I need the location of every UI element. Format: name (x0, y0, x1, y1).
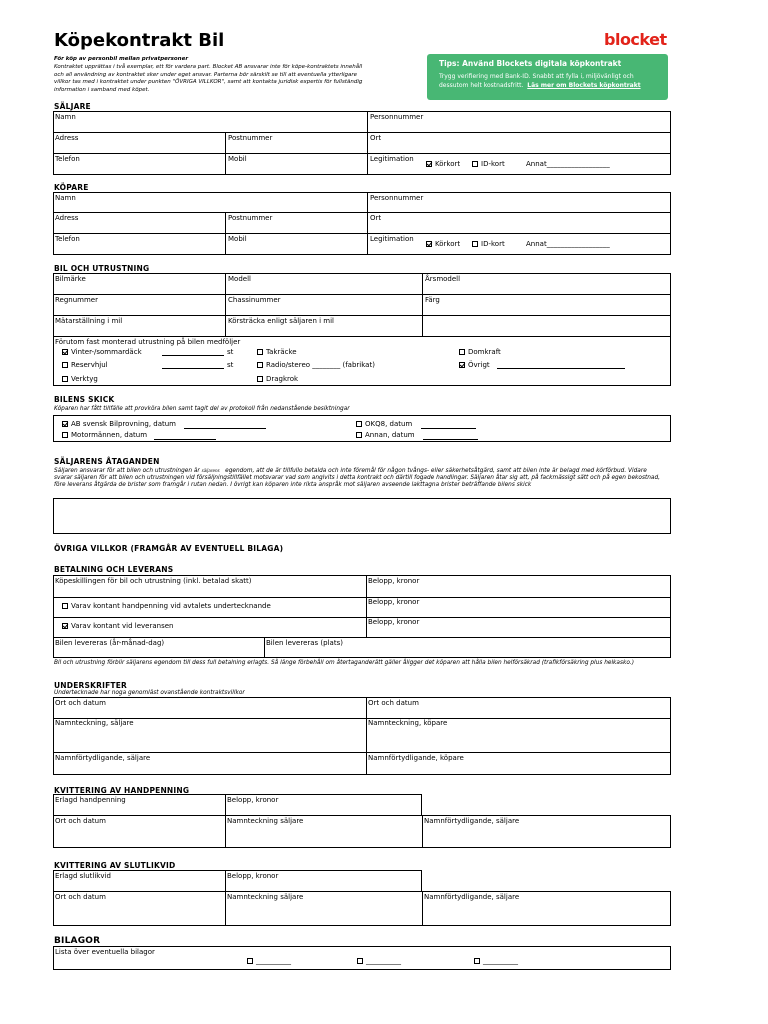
final-paid-label[interactable]: Erlagd slutlikvid (55, 872, 111, 880)
seller-mobile-label[interactable]: Mobil (228, 155, 247, 163)
delivery-date-label[interactable]: Bilen levereras (år-månad-dag) (55, 639, 165, 647)
tow-hook-option[interactable] (257, 375, 298, 383)
seller-signature-label[interactable]: Namnteckning, säljare (55, 719, 134, 727)
seller-idkort-label: ID-kort (481, 160, 505, 168)
deposit-receipt-amount-label[interactable]: Belopp, kronor (227, 796, 279, 804)
car-reg-label[interactable]: Regnummer (55, 296, 98, 304)
final-receipt-bottom (53, 891, 671, 926)
deposit-receipt-heading: KVITTERING AV HANDPENNING (54, 786, 190, 795)
tips-body: Trygg verifiering med Bank-ID. Snabbt att fylla i, miljövänligt och dessutom helt kostnadsfritt. (439, 73, 634, 89)
obligations-text-b: säljarens (201, 468, 220, 473)
tips-text (439, 72, 664, 90)
obligations-text (54, 467, 666, 489)
buyer-zip-label[interactable]: Postnummer (228, 214, 273, 222)
attachment-3-field[interactable]: __________ (483, 957, 518, 965)
blocket-logo: blocket (604, 30, 667, 49)
jack-label: Domkraft (468, 348, 501, 356)
seller-korkort-label: Körkort (435, 160, 461, 168)
signatures-note: Undertecknade har noga genomläst ovanstående kontraktsvillkor (54, 690, 245, 696)
spare-wheel-label: Reservhjul (71, 361, 108, 369)
car-model-label[interactable]: Modell (228, 275, 251, 283)
checkbox-checked-icon[interactable] (426, 241, 432, 247)
winter-count-field[interactable] (162, 355, 224, 356)
cash-amount-label[interactable]: Belopp, kronor (368, 618, 420, 626)
checkbox-checked-icon[interactable] (459, 362, 465, 368)
checkbox-icon[interactable] (257, 376, 263, 382)
cash-option[interactable] (62, 622, 173, 630)
cash-label: Varav kontant vid leveransen (71, 622, 174, 630)
attachment-1-field[interactable]: __________ (256, 957, 291, 965)
inspection-motor-label: Motormännen, datum (71, 431, 148, 439)
deposit-receipt-clar-label[interactable]: Namnförtydligande, säljare (424, 817, 520, 825)
payment-heading: BETALNING OCH LEVERANS (54, 565, 174, 574)
buyer-annat-field[interactable]: Annat__________________ (526, 240, 610, 248)
delivery-place-label[interactable]: Bilen levereras (plats) (266, 639, 343, 647)
deposit-option[interactable] (62, 602, 271, 610)
checkbox-icon[interactable] (257, 349, 263, 355)
buyer-address-label[interactable]: Adress (55, 214, 79, 222)
checkbox-icon[interactable] (247, 958, 253, 964)
checkbox-icon[interactable] (62, 432, 68, 438)
subtitle: För köp av personbil mellan privatpersoner (54, 56, 189, 62)
attachment-1[interactable] (247, 957, 291, 965)
tips-banner (427, 54, 668, 100)
checkbox-icon[interactable] (459, 349, 465, 355)
checkbox-icon[interactable] (62, 603, 68, 609)
price-amount-label[interactable]: Belopp, kronor (368, 577, 420, 585)
jack-option[interactable] (459, 348, 501, 356)
seller-korkort-option[interactable] (426, 160, 460, 168)
attachment-2[interactable] (357, 957, 401, 965)
car-color-label[interactable]: Färg (425, 296, 440, 304)
tow-hook-label: Dragkrok (266, 375, 299, 383)
checkbox-icon[interactable] (356, 432, 362, 438)
inspection-okq8-date-field[interactable] (421, 428, 476, 429)
deposit-label: Varav kontant handpenning vid avtalets undertecknande (71, 602, 271, 610)
page-title: Köpekontrakt Bil (54, 30, 225, 51)
checkbox-checked-icon[interactable] (62, 421, 68, 427)
seller-box (53, 111, 671, 175)
tools-label: Verktyg (71, 375, 98, 383)
buyer-city-label[interactable]: Ort (370, 214, 382, 222)
intro-text: Kontraktet upprättas i två exemplar, ett för vardera part. Blocket AB ansvarar inte för köpe-kontraktets innehåll och all användning av kontraktet sker under eget ansvar. Parterna bör särskilt se till att eventuella ytterligare villkor tas med i kontraktet under punkten "ÖVRIGA VILLKOR", samt att kontakta juridisk expertis för fullständig information i samband med köpet. (54, 64, 363, 93)
car-box (53, 273, 671, 386)
tools-option[interactable] (62, 375, 98, 383)
buyer-korkort-label: Körkort (435, 240, 461, 248)
winter-tires-label: Vinter-/sommardäck (71, 348, 142, 356)
deposit-receipt-bottom (53, 815, 671, 848)
roof-rack-label: Takräcke (266, 348, 297, 356)
buyer-box (53, 192, 671, 255)
seller-heading: SÄLJARE (54, 102, 91, 111)
inspection-ab-label: AB svensk Bilprovning, datum (71, 420, 177, 428)
checkbox-checked-icon[interactable] (62, 349, 68, 355)
checkbox-icon[interactable] (356, 421, 362, 427)
car-year-label[interactable]: Årsmodell (425, 275, 461, 283)
buyer-idkort-label: ID-kort (481, 240, 505, 248)
buyer-heading: KÖPARE (54, 183, 89, 192)
buyer-korkort-option[interactable] (426, 240, 460, 248)
buyer-signature-label[interactable]: Namnteckning, köpare (368, 719, 448, 727)
payment-box (53, 575, 671, 658)
checkbox-icon[interactable] (357, 958, 363, 964)
inspection-other-date-field[interactable] (423, 439, 478, 440)
tips-heading: Tips: Använd Blockets digitala köpkontrakt (439, 59, 622, 68)
obligations-text-c: egendom, att de är tillfullo betalda och inte föremål för någon tvångs- eller säkerhetsåtgärd, samt att bilen inte är belagd med körförbud. Vidare svarar säljaren för att bilen och utrustningen vid försäljningstillfället motsvarar vad som angivits i detta kontrakt och därtill fogade handlingar. Säljaren åtar sig att, på fackmässigt sätt och på egen bekostnad, före leverans åtgärda de brister som framgår i rutan nedan. I övrigt kan köparen inte rikta anspråk mot säljaren avseende lakttagna brister beträffande bilens skick (54, 468, 660, 488)
inspection-other-option[interactable] (356, 431, 415, 439)
car-odometer-label[interactable]: Mätarställning i mil (55, 317, 123, 325)
radio-option[interactable] (257, 361, 375, 369)
checkbox-checked-icon[interactable] (62, 623, 68, 629)
deposit-receipt-top (53, 794, 422, 816)
buyer-mobile-label[interactable]: Mobil (228, 235, 247, 243)
deposit-receipt-place-label[interactable]: Ort och datum (55, 817, 106, 825)
buyer-phone-label[interactable]: Telefon (55, 235, 80, 243)
final-receipt-top (53, 870, 422, 892)
obligations-text-a: Säljaren ansvarar för att bilen och utrustningen är (54, 468, 200, 474)
seller-address-label[interactable]: Adress (55, 134, 79, 142)
other-equipment-label: Övrigt (468, 361, 490, 369)
final-receipt-amount-label[interactable]: Belopp, kronor (227, 872, 279, 880)
spare-count-field[interactable] (162, 368, 224, 369)
checkbox-icon[interactable] (62, 376, 68, 382)
final-receipt-clar-label[interactable]: Namnförtydligande, säljare (424, 893, 520, 901)
buyer-id-label: Legitimation (370, 235, 414, 243)
checkbox-icon[interactable] (62, 362, 68, 368)
condition-note: Köparen har fått tillfälle att provköra bilen samt tagit del av protokoll från nedanstående besiktningar (54, 406, 350, 412)
condition-heading: BILENS SKICK (54, 395, 115, 404)
other-terms-heading: ÖVRIGA VILLKOR (FRAMGÅR AV EVENTUELL BILAGA) (54, 544, 284, 553)
car-chassis-label[interactable]: Chassinummer (228, 296, 281, 304)
buyer-clarification-label[interactable]: Namnförtydligande, köpare (368, 754, 464, 762)
car-equipment-label: Förutom fast monterad utrustning på bilen medföljer (55, 338, 241, 346)
seller-idkort-option[interactable] (472, 160, 505, 168)
inspection-okq8-label: OKQ8, datum (365, 420, 413, 428)
checkbox-icon[interactable] (257, 362, 263, 368)
obligations-heading: SÄLJARENS ÅTAGANDEN (54, 457, 160, 466)
inspection-other-label: Annan, datum (365, 431, 415, 439)
seller-place-date-label[interactable]: Ort och datum (55, 699, 106, 707)
inspection-ab-option[interactable] (62, 420, 176, 428)
seller-name-label[interactable]: Namn (55, 113, 76, 121)
checkbox-icon[interactable] (472, 161, 478, 167)
radio-label: Radio/stereo ________ (fabrikat) (266, 361, 375, 369)
deposit-paid-label[interactable]: Erlagd handpenning (55, 796, 126, 804)
checkbox-icon[interactable] (472, 241, 478, 247)
price-label[interactable]: Köpeskillingen för bil och utrustning (inkl. betalad skatt) (55, 577, 252, 585)
car-make-label[interactable]: Bilmärke (55, 275, 86, 283)
tips-link[interactable]: Läs mer om Blockets köpkontrakt (527, 82, 641, 89)
inspection-okq8-option[interactable] (356, 420, 412, 428)
inspection-ab-date-field[interactable] (184, 428, 266, 429)
attachments-heading: BILAGOR (54, 936, 101, 946)
condition-box (53, 415, 671, 442)
winter-tires-option[interactable] (62, 348, 142, 356)
signatures-heading: UNDERSKRIFTER (54, 681, 128, 690)
other-equipment-field[interactable] (497, 368, 625, 369)
st-unit-1: st (227, 348, 234, 356)
st-unit-2: st (227, 361, 234, 369)
buyer-pnr-label[interactable]: Personnummer (370, 194, 424, 202)
car-heading: BIL OCH UTRUSTNING (54, 264, 150, 273)
seller-phone-label[interactable]: Telefon (55, 155, 80, 163)
attachment-3[interactable] (474, 957, 518, 965)
attachments-box (53, 946, 671, 970)
other-equipment-option[interactable] (459, 361, 490, 369)
payment-note: Bil och utrustning förblir säljarens egendom till dess full betalning erlagts. Så länge förbehåll om återtaganderätt gäller åligger det köparen att hålla bilen helförsäkrad (trafikförsäkring plus helkasko.) (54, 660, 634, 666)
final-receipt-place-label[interactable]: Ort och datum (55, 893, 106, 901)
seller-clarification-label[interactable]: Namnförtydligande, säljare (55, 754, 151, 762)
buyer-place-date-label[interactable]: Ort och datum (368, 699, 419, 707)
signatures-box (53, 697, 671, 775)
attachments-label: Lista över eventuella bilagor (55, 948, 155, 956)
inspection-motor-option[interactable] (62, 431, 147, 439)
defects-field[interactable] (53, 498, 671, 534)
final-receipt-sign-label[interactable]: Namnteckning säljare (227, 893, 304, 901)
inspection-motor-date-field[interactable] (154, 439, 216, 440)
deposit-amount-label[interactable]: Belopp, kronor (368, 598, 420, 606)
seller-annat-field[interactable]: Annat__________________ (526, 160, 610, 168)
buyer-name-label[interactable]: Namn (55, 194, 76, 202)
seller-zip-label[interactable]: Postnummer (228, 134, 273, 142)
deposit-receipt-sign-label[interactable]: Namnteckning säljare (227, 817, 304, 825)
checkbox-checked-icon[interactable] (426, 161, 432, 167)
roof-rack-option[interactable] (257, 348, 297, 356)
seller-pnr-label[interactable]: Personnummer (370, 113, 424, 121)
seller-id-label: Legitimation (370, 155, 414, 163)
car-mileage-label[interactable]: Körsträcka enligt säljaren i mil (228, 317, 334, 325)
seller-city-label[interactable]: Ort (370, 134, 382, 142)
attachment-2-field[interactable]: __________ (366, 957, 401, 965)
checkbox-icon[interactable] (474, 958, 480, 964)
buyer-idkort-option[interactable] (472, 240, 505, 248)
spare-wheel-option[interactable] (62, 361, 108, 369)
final-receipt-heading: KVITTERING AV SLUTLIKVID (54, 861, 176, 870)
